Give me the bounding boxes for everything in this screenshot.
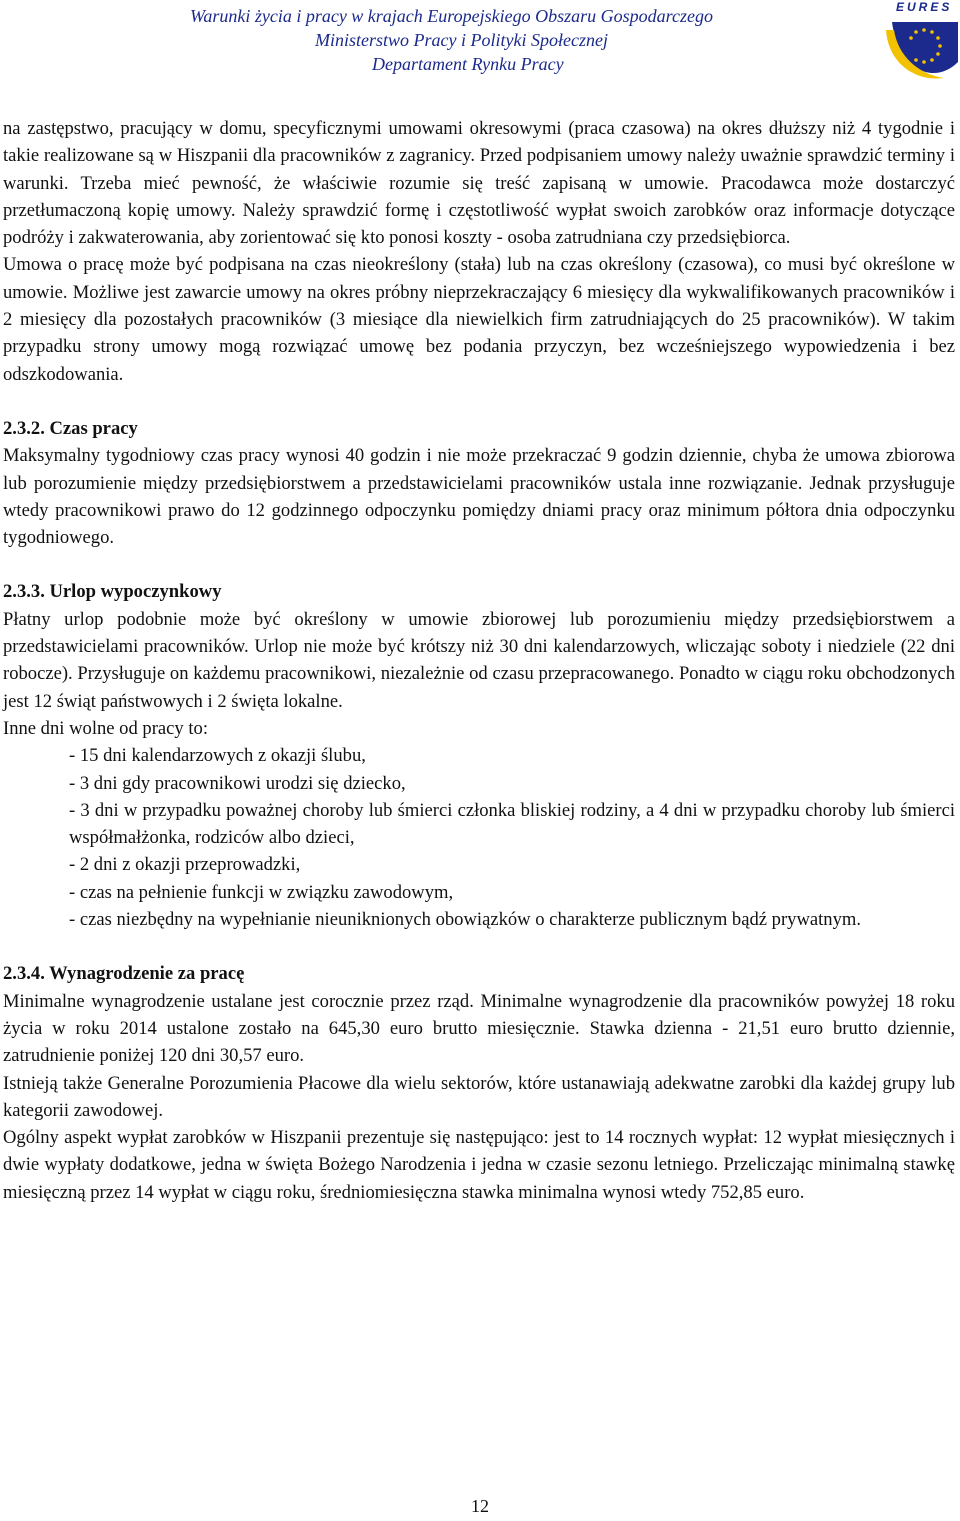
section-heading: 2.3.3. Urlop wypoczynkowy: [3, 581, 222, 603]
list-item: - 3 dni gdy pracownikowi urodzi się dziecko,: [69, 772, 406, 794]
page-header: [0, 0, 960, 82]
list-item: - 2 dni z okazji przeprowadzki,: [69, 854, 301, 876]
paragraph: Minimalne wynagrodzenie ustalane jest corocznie przez rząd. Minimalne wynagrodzenie dla pracowników powyżej 18 roku życia w roku 2014 ustalone zostało na 645,30 euro brutto miesięcznie. Stawka dzienna - 21,51 euro brutto dziennie, zatrudnienie poniżej 120 dni 30,57 euro.: [3, 990, 955, 1067]
days-off-list: [3, 742, 955, 933]
paragraph: na zastępstwo, pracujący w domu, specyficznymi umowami okresowymi (praca czasowa) na okres dłuższy niż 4 tygodnie i takie realizowane są w Hiszpanii dla pracowników z zagranicy. Przed podpisaniem umowy należy uważnie sprawdzić terminy i warunki. Trzeba mieć pewność, że właściwie rozumie się treść zapisaną w umowie. Pracodawca może dostarczyć przetłumaczoną kopię umowy. Należy sprawdzić formę i częstotliwość wypłat swoich zarobków oraz informacje dotyczące podróży i zakwaterowania, aby zorientować się kto ponosi koszty - osoba zatrudniana czy przedsiębiorca.: [3, 118, 955, 249]
paragraph: Istnieją także Generalne Porozumienia Płacowe dla wielu sektorów, które ustanawiają adekwatne zarobki dla każdej grupy lub kategorii zawodowej.: [3, 1072, 955, 1121]
list-item: - 15 dni kalendarzowych z okazji ślubu,: [69, 745, 366, 767]
list-item: - 3 dni w przypadku poważnej choroby lub śmierci członka bliskiej rodziny, a 4 dni w przypadku choroby lub śmierci współmałżonka, rodziców albo dzieci,: [69, 799, 955, 849]
section-heading: 2.3.2. Czas pracy: [3, 417, 138, 439]
document-body: [3, 115, 955, 1206]
paragraph: Ogólny aspekt wypłat zarobków w Hiszpanii prezentuje się następująco: jest to 14 rocznych wypłat: 12 wypłat miesięcznych i dwie wypłaty dodatkowe, jedna w święta Bożego Narodzenia i jedna w czasie sezonu letniego. Przeliczając minimalną stawkę miesięczną przez 14 wypłat w ciągu roku, średniomiesięczna stawka minimalna wynosi wtedy 752,85 euro.: [3, 1127, 955, 1203]
paragraph: Umowa o pracę może być podpisana na czas nieokreślony (stała) lub na czas określony (czasowa), co musi być określone w umowie. Możliwe jest zawarcie umowy na okres próbny nieprzekraczający 6 miesięcy dla wykwalifikowanych pracowników i 2 miesięcy dla pozostałych pracowników (3 miesiące dla niewielkich firm zatrudniających do 25 pracowników). W takim przypadku strony umowy mogą rozwiązać umowę bez podania przyczyn, bez wcześniejszego wypowiedzenia i bez odszkodowania.: [3, 254, 955, 385]
header-ministry: Ministerstwo Pracy i Polityki Społecznej: [315, 30, 608, 50]
header-title: Warunki życia i pracy w krajach Europejskiego Obszaru Gospodarczego: [190, 6, 713, 26]
eures-logo: [884, 0, 960, 82]
header-department: Departament Rynku Pracy: [372, 54, 564, 74]
header-text: [190, 4, 830, 76]
paragraph: Płatny urlop podobnie może być określony w umowie zbiorowej lub porozumieniu między przedsiębiorstwem a przedstawicielami pracowników. Urlop nie może być krótszy niż 30 dni kalendarzowych, wliczając soboty i niedziele (22 dni robocze). Przysługuje on każdemu pracownikowi, niezależnie od czasu przepracowanego. Ponadto w ciągu roku obchodzonych jest 12 świąt państwowych i 2 święta lokalne.: [3, 608, 955, 712]
logo-text: EURES: [896, 0, 953, 14]
paragraph: Maksymalny tygodniowy czas pracy wynosi 40 godzin i nie może przekraczać 9 godzin dziennie, chyba że umowa zbiorowa lub porozumienie między przedsiębiorstwem a przedstawicielami pracowników ustala inne rozwiązanie. Jednak przysługuje wtedy pracownikowi prawo do 12 godzinnego odpoczynku pomiędzy dniami pracy oraz minimum półtora dnia odpoczynku tygodniowego.: [3, 445, 955, 549]
list-item: - czas na pełnienie funkcji w związku zawodowym,: [69, 881, 454, 903]
paragraph: Inne dni wolne od pracy to:: [3, 717, 208, 739]
list-item: - czas niezbędny na wypełnianie nieuniknionych obowiązków o charakterze publicznym bądź prywatnym.: [69, 909, 862, 931]
page-number: 12: [471, 1496, 489, 1516]
section-heading: 2.3.4. Wynagrodzenie za pracę: [3, 963, 245, 985]
